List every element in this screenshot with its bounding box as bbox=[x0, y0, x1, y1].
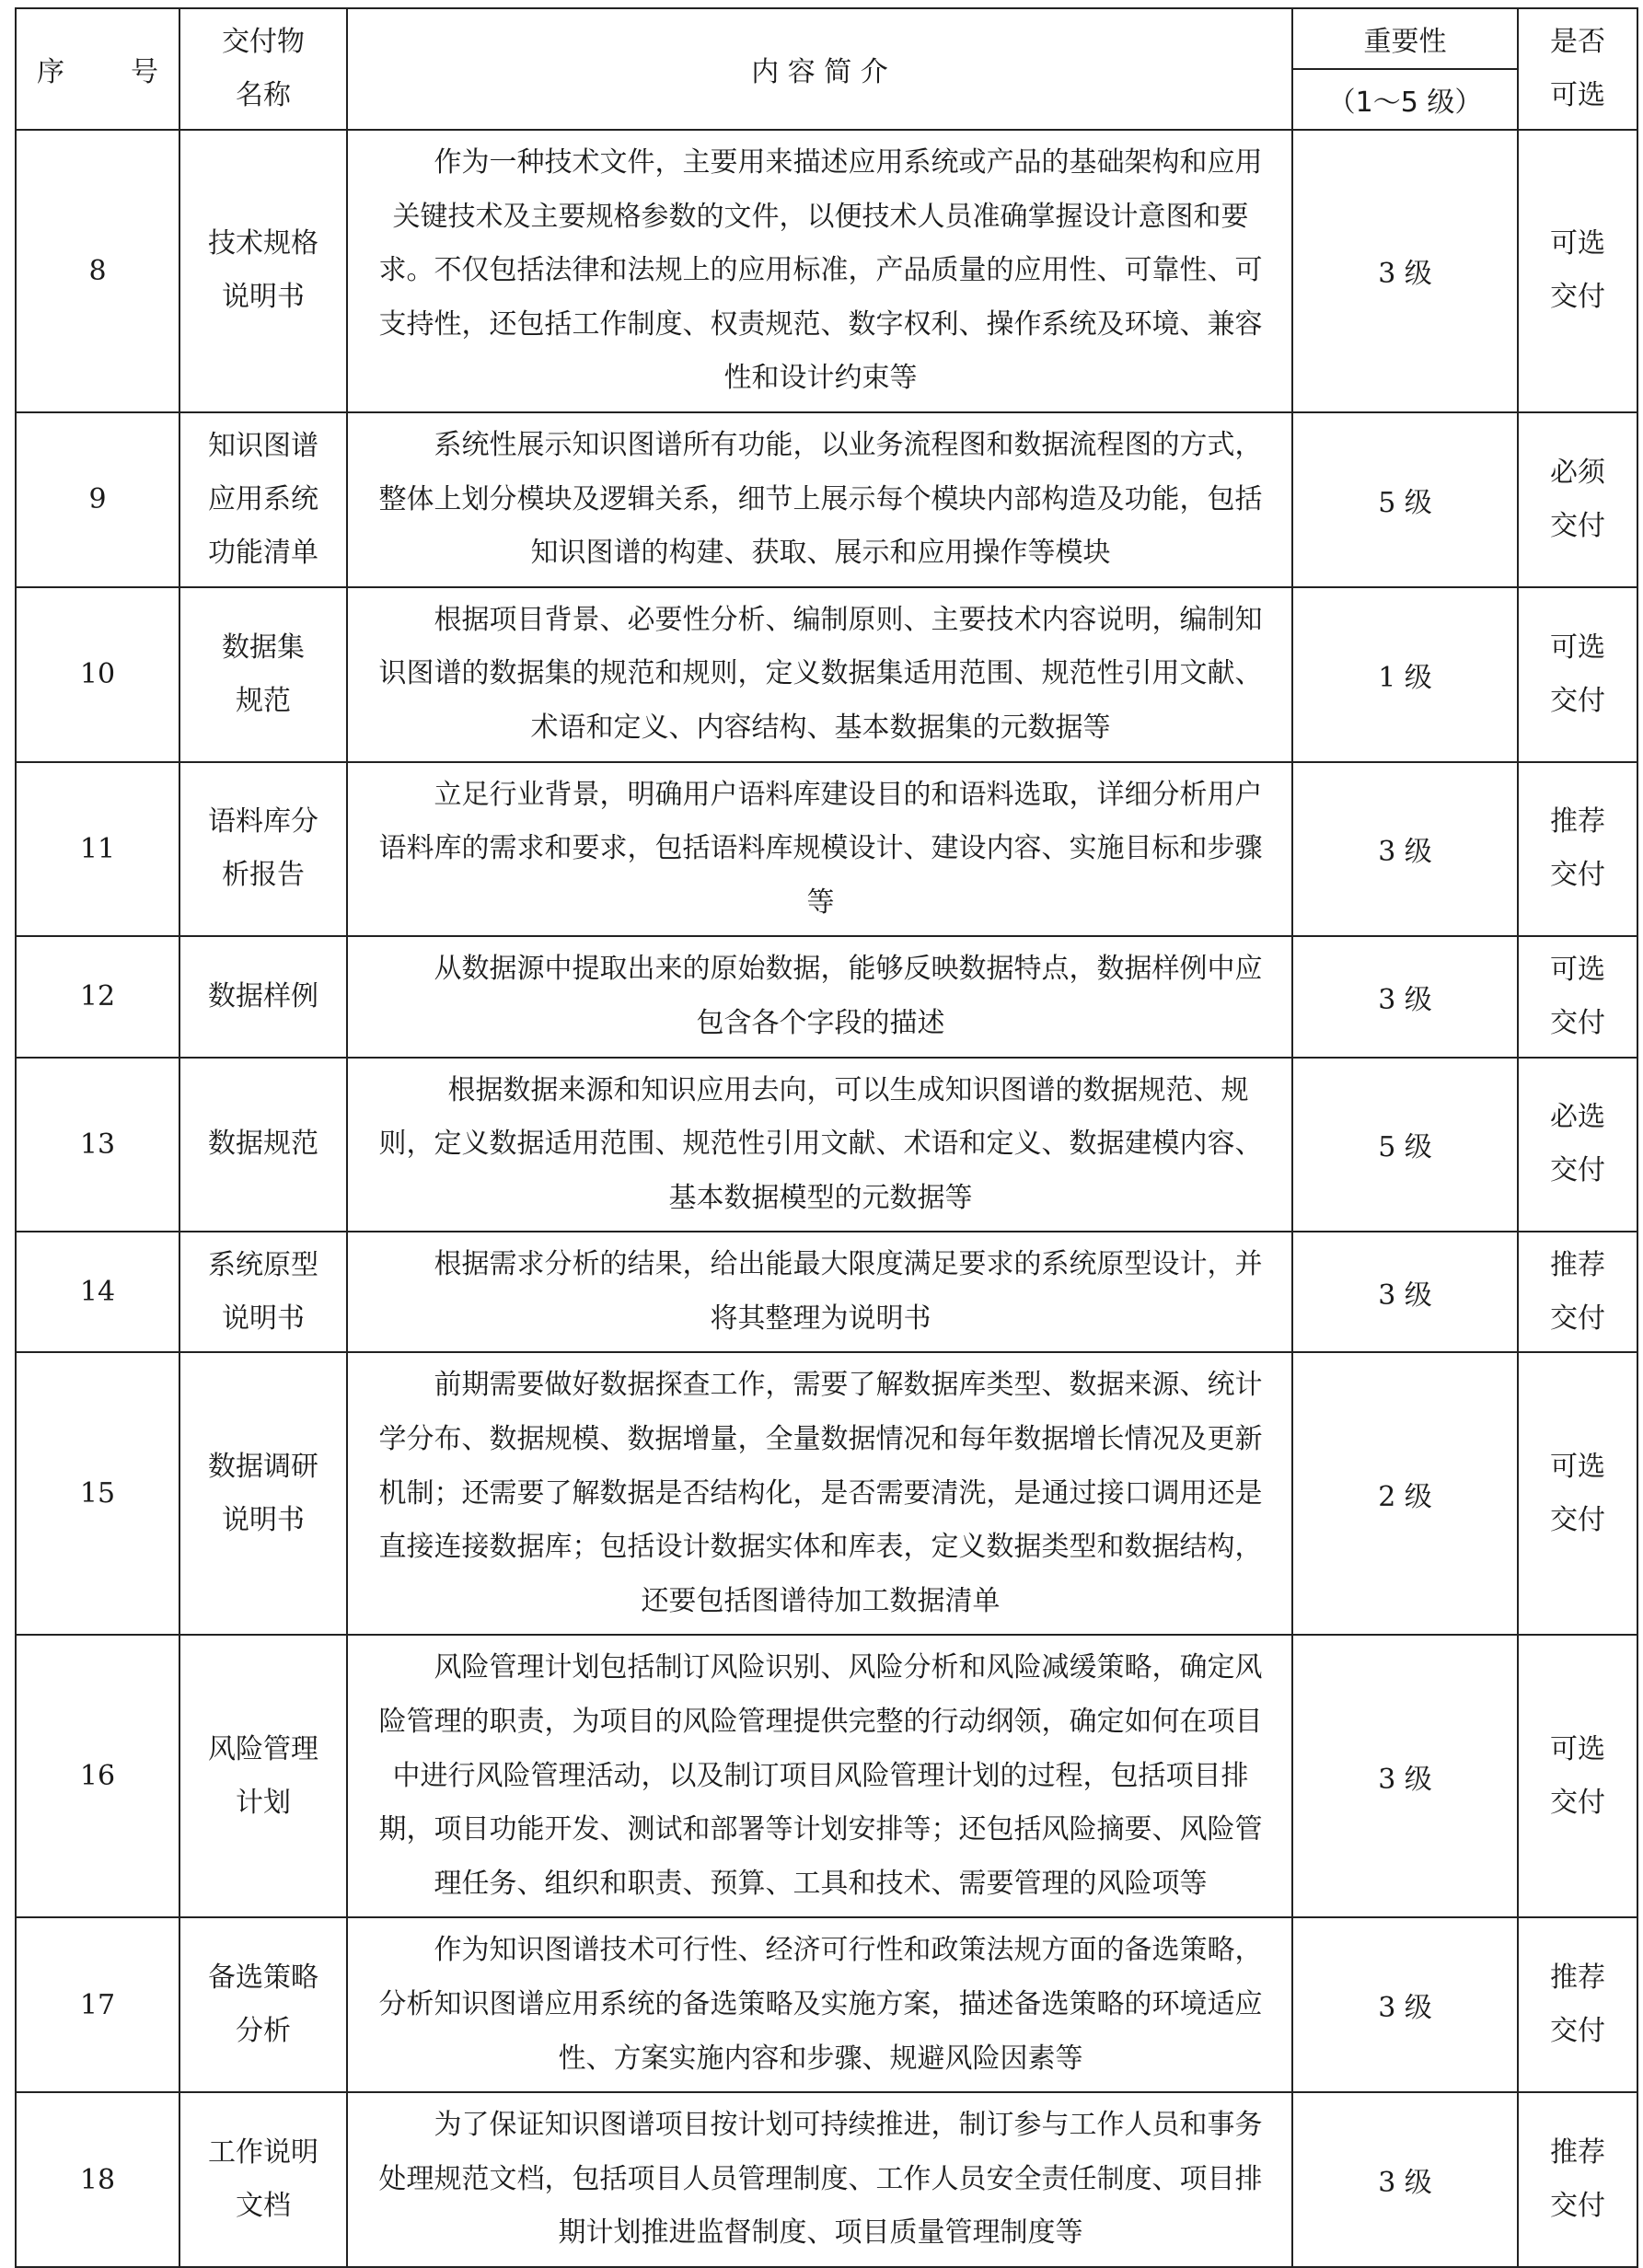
importance-level: 3 级 bbox=[1292, 130, 1518, 412]
table-row bbox=[16, 1917, 1637, 2092]
content-description: 从数据源中提取出来的原始数据，能够反映数据特点，数据样例中应包含各个字段的描述 bbox=[347, 936, 1292, 1057]
deliverable-name: 数据集 规范 bbox=[179, 587, 347, 762]
deliverable-name: 数据规范 bbox=[179, 1058, 347, 1232]
content-description: 前期需要做好数据探查工作，需要了解数据库类型、数据来源、统计学分布、数据规模、数据增量，全量数据情况和每年数据增长情况及更新机制；还需要了解数据是否结构化，是否需要清洗，是通过接口调用还是直接连接数据库；包括设计数据实体和库表，定义数据类型和数据结构，还要包括图谱待加工数据清单 bbox=[347, 1352, 1292, 1635]
header-seq-char-2: 号 bbox=[131, 56, 158, 88]
content-description: 作为知识图谱技术可行性、经济可行性和政策法规方面的备选策略，分析知识图谱应用系统的备选策略及实施方案，描述备选策略的环境适应性、方案实施内容和步骤、规避风险因素等 bbox=[347, 1917, 1292, 2092]
importance-level: 3 级 bbox=[1292, 1232, 1518, 1352]
optional-status: 必选 交付 bbox=[1518, 1058, 1637, 1232]
deliverable-name: 工作说明 文档 bbox=[179, 2092, 347, 2267]
importance-level: 3 级 bbox=[1292, 1635, 1518, 1917]
row-number: 10 bbox=[16, 587, 179, 762]
deliverable-name: 风险管理 计划 bbox=[179, 1635, 347, 1917]
table-row bbox=[16, 2092, 1637, 2267]
row-number: 18 bbox=[16, 2092, 179, 2267]
row-number: 12 bbox=[16, 936, 179, 1057]
deliverable-name: 系统原型 说明书 bbox=[179, 1232, 347, 1352]
importance-level: 3 级 bbox=[1292, 1917, 1518, 2092]
header-deliverable-name: 交付物 名称 bbox=[179, 8, 347, 130]
header-seq-char-1: 序 bbox=[37, 56, 64, 88]
importance-level: 3 级 bbox=[1292, 762, 1518, 937]
deliverable-name: 语料库分 析报告 bbox=[179, 762, 347, 937]
deliverable-name: 知识图谱 应用系统 功能清单 bbox=[179, 412, 347, 587]
deliverables-table bbox=[15, 7, 1638, 2268]
table-row bbox=[16, 936, 1637, 1057]
content-description: 根据数据来源和知识应用去向，可以生成知识图谱的数据规范、规则，定义数据适用范围、规范性引用文献、术语和定义、数据建模内容、基本数据模型的元数据等 bbox=[347, 1058, 1292, 1232]
row-number: 17 bbox=[16, 1917, 179, 2092]
optional-status: 推荐 交付 bbox=[1518, 1232, 1637, 1352]
row-number: 8 bbox=[16, 130, 179, 412]
row-number: 14 bbox=[16, 1232, 179, 1352]
row-number: 9 bbox=[16, 412, 179, 587]
importance-level: 3 级 bbox=[1292, 936, 1518, 1057]
deliverable-name: 备选策略 分析 bbox=[179, 1917, 347, 2092]
row-number: 15 bbox=[16, 1352, 179, 1635]
table-row bbox=[16, 1058, 1637, 1232]
optional-status: 可选 交付 bbox=[1518, 936, 1637, 1057]
optional-status: 推荐 交付 bbox=[1518, 2092, 1637, 2267]
header-content: 内 容 简 介 bbox=[347, 8, 1292, 130]
content-description: 根据项目背景、必要性分析、编制原则、主要技术内容说明，编制知识图谱的数据集的规范和规则，定义数据集适用范围、规范性引用文献、术语和定义、内容结构、基本数据集的元数据等 bbox=[347, 587, 1292, 762]
deliverable-name: 数据样例 bbox=[179, 936, 347, 1057]
optional-status: 推荐 交付 bbox=[1518, 1917, 1637, 2092]
deliverable-name: 数据调研 说明书 bbox=[179, 1352, 347, 1635]
content-description: 立足行业背景，明确用户语料库建设目的和语料选取，详细分析用户语料库的需求和要求，包括语料库规模设计、建设内容、实施目标和步骤等 bbox=[347, 762, 1292, 937]
deliverable-name: 技术规格 说明书 bbox=[179, 130, 347, 412]
optional-status: 可选 交付 bbox=[1518, 130, 1637, 412]
table-row bbox=[16, 1232, 1637, 1352]
header-optional: 是否 可选 bbox=[1518, 8, 1637, 130]
table-row bbox=[16, 1352, 1637, 1635]
optional-status: 可选 交付 bbox=[1518, 1352, 1637, 1635]
row-number: 11 bbox=[16, 762, 179, 937]
header-importance-scale: （1～5 级） bbox=[1292, 69, 1518, 130]
importance-level: 3 级 bbox=[1292, 2092, 1518, 2267]
content-description: 风险管理计划包括制订风险识别、风险分析和风险减缓策略，确定风险管理的职责，为项目的风险管理提供完整的行动纲领，确定如何在项目中进行风险管理活动，以及制订项目风险管理计划的过程，包括项目排期，项目功能开发、测试和部署等计划安排等；还包括风险摘要、风险管理任务、组织和职责、预算、工具和技术、需要管理的风险项等 bbox=[347, 1635, 1292, 1917]
optional-status: 可选 交付 bbox=[1518, 1635, 1637, 1917]
optional-status: 可选 交付 bbox=[1518, 587, 1637, 762]
content-description: 系统性展示知识图谱所有功能，以业务流程图和数据流程图的方式，整体上划分模块及逻辑关系，细节上展示每个模块内部构造及功能，包括知识图谱的构建、获取、展示和应用操作等模块 bbox=[347, 412, 1292, 587]
table-row bbox=[16, 762, 1637, 937]
optional-status: 必须 交付 bbox=[1518, 412, 1637, 587]
row-number: 16 bbox=[16, 1635, 179, 1917]
header-importance: 重要性 bbox=[1292, 8, 1518, 69]
importance-level: 1 级 bbox=[1292, 587, 1518, 762]
table-row bbox=[16, 130, 1637, 412]
content-description: 作为一种技术文件，主要用来描述应用系统或产品的基础架构和应用关键技术及主要规格参数的文件，以便技术人员准确掌握设计意图和要求。不仅包括法律和法规上的应用标准，产品质量的应用性、可靠性、可支持性，还包括工作制度、权责规范、数字权利、操作系统及环境、兼容性和设计约束等 bbox=[347, 130, 1292, 412]
content-description: 为了保证知识图谱项目按计划可持续推进，制订参与工作人员和事务处理规范文档，包括项目人员管理制度、工作人员安全责任制度、项目排期计划推进监督制度、项目质量管理制度等 bbox=[347, 2092, 1292, 2267]
content-description: 根据需求分析的结果，给出能最大限度满足要求的系统原型设计，并将其整理为说明书 bbox=[347, 1232, 1292, 1352]
table-row bbox=[16, 587, 1637, 762]
importance-level: 5 级 bbox=[1292, 1058, 1518, 1232]
importance-level: 5 级 bbox=[1292, 412, 1518, 587]
row-number: 13 bbox=[16, 1058, 179, 1232]
importance-level: 2 级 bbox=[1292, 1352, 1518, 1635]
optional-status: 推荐 交付 bbox=[1518, 762, 1637, 937]
header-seq bbox=[16, 8, 179, 130]
table-row bbox=[16, 412, 1637, 587]
table-row bbox=[16, 1635, 1637, 1917]
table-body bbox=[16, 130, 1637, 2267]
